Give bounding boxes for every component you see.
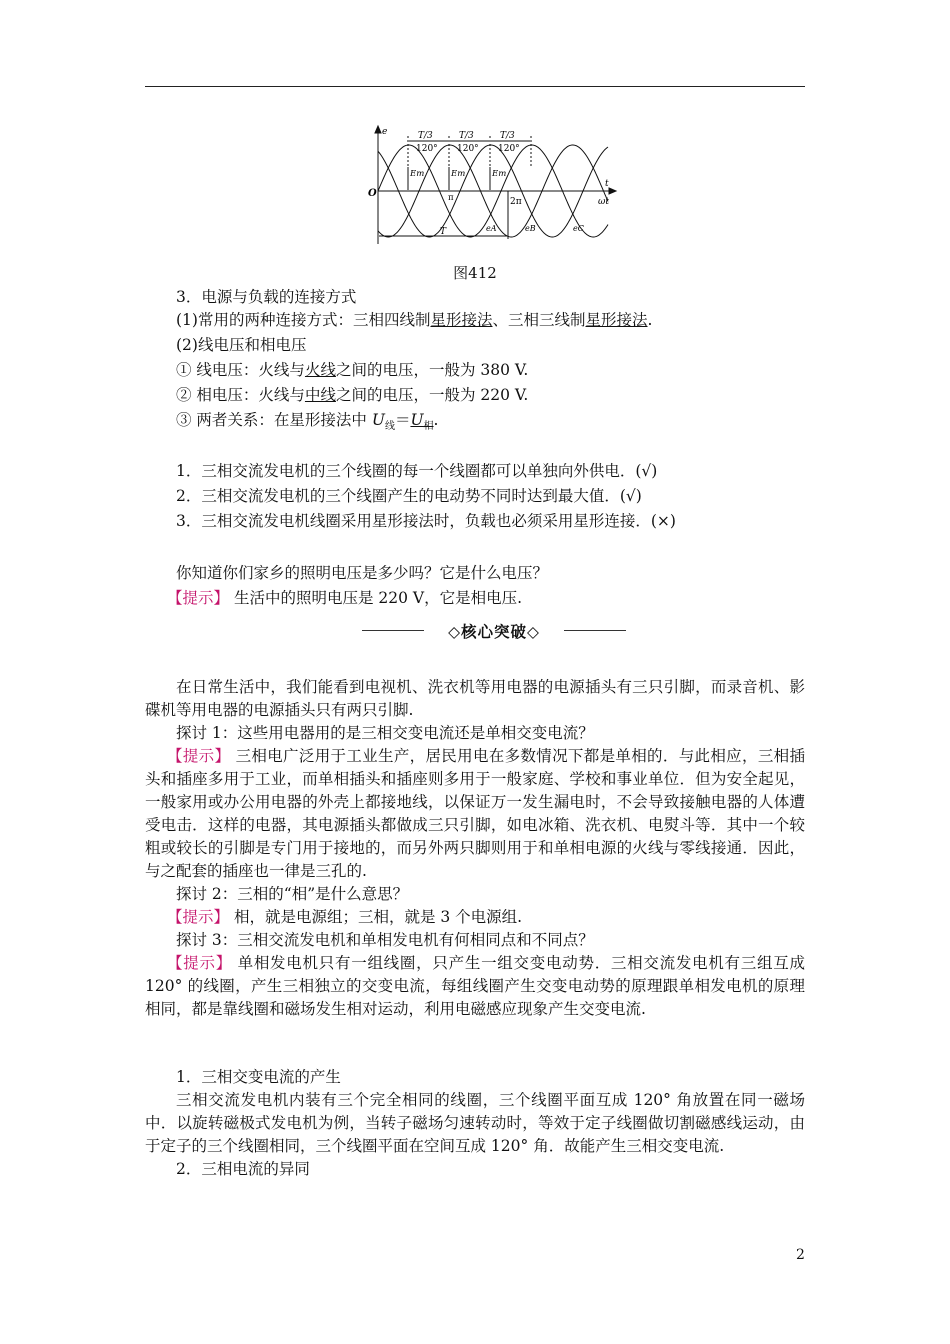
x-arrow <box>609 188 616 194</box>
three-phase-waveform-figure <box>360 124 620 246</box>
judge-item-2: 2．三相交流发电机的三个线圈产生的电动势不同时达到最大值．(√) <box>176 487 642 505</box>
amplitude-label-2: Em <box>451 169 466 179</box>
angle-label-1: 120° <box>416 144 438 154</box>
axis-wt-label: ωt <box>598 197 609 207</box>
amplitude-label-3: Em <box>492 169 507 179</box>
summary-heading-2: 2．三相电流的异同 <box>176 1160 310 1178</box>
origin-label: O <box>368 188 377 199</box>
period-T-label: T <box>440 227 447 237</box>
phase-voltage-item: ② 相电压：火线与中线之间的电压，一般为 220 V. <box>176 386 529 404</box>
question-1: 探讨 1：这些用电器用的是三相交变电流还是单相交变电流？ <box>176 724 594 742</box>
tip-label: 【提示】 <box>167 589 230 607</box>
think-question: 你知道你们家乡的照明电压是多少吗？它是什么电压？ <box>176 564 549 582</box>
voltage-subtitle: (2)线电压和相电压 <box>176 336 307 354</box>
judge-item-3: 3．三相交流发电机线圈采用星形接法时，负载也必须采用星形连接．(×) <box>176 512 676 530</box>
core-breakthrough-banner <box>362 620 626 642</box>
angle-label-2: 120° <box>457 144 479 154</box>
section-title-connection: 3．电源与负载的连接方式 <box>176 288 357 306</box>
underline-answer-3: 火线 <box>304 361 336 379</box>
axis-e-label: e <box>382 127 388 137</box>
amplitude-label-1: Em <box>410 169 425 179</box>
two-pi-label: 2π <box>510 197 522 207</box>
question-3: 探讨 3：三相交流发电机和单相发电机有何相同点和不同点？ <box>176 931 594 949</box>
answer-3: 【提示】 单相发电机只有一组线圈，只产生一组交变电动势．三相交流发电机有三组互成 120° 的线圈，产生三相独立的交变电流，每组线圈产生交变电动势的原理跟单相发电机的原理相同，都是靠线圈和磁场发生相对运动，利用电磁感应现象产生交变电流. <box>145 954 805 1018</box>
axis-t-label: t <box>605 179 609 189</box>
angle-label-3: 120° <box>498 144 520 154</box>
pi-label: π <box>448 193 454 203</box>
question-2: 探讨 2：三相的“相”是什么意思？ <box>176 885 409 903</box>
answer-1: 【提示】 三相电广泛用于工业生产，居民用电在多数情况下都是单相的．与此相应，三相插头和插座多用于工业，而单相插头和插座则多用于一般家庭、学校和事业单位．但为安全起见，一般家用或办公用电器的外壳上都接地线，以保证万一发生漏电时，不会导致接触电器的人体遭受电击．这样的电器，其电源插头都做成三只引脚，如电冰箱、洗衣机、电熨斗等．其中一个较粗或较长的引脚是专门用于接地的，而另外两只脚则用于和单相电源的火线与零线接通．因此，与之配套的插座也一律是三孔的. <box>145 747 805 880</box>
y-arrow <box>375 126 381 133</box>
summary-paragraph-1: 三相交流发电机内装有三个完全相同的线圈，三个线圈平面互成 120° 角放置在同一磁场中．以旋转磁极式发电机为例，当转子磁场匀速转动时，等效于定子线圈做切割磁感线运动，由于定子的三个线圈相同，三个线圈平面在空间互成 120° 角．故能产生三相交变电流. <box>145 1091 805 1155</box>
period-label-3: T/3 <box>500 131 515 141</box>
period-label-1: T/3 <box>418 131 433 141</box>
intro-paragraph: 在日常生活中，我们能看到电视机、洗衣机等用电器的电源插头有三只引脚，而录音机、影碟机等用电器的电源插头只有两只引脚. <box>145 678 805 719</box>
banner-title: ◇核心突破◇ <box>448 623 540 641</box>
figure-caption: 图412 <box>453 264 497 282</box>
summary-section <box>145 1066 805 1181</box>
voltage-relation-item: ③ 两者关系：在星形接法中 $U_线=U_相$. <box>176 411 439 433</box>
page-number: 2 <box>796 1247 805 1263</box>
line-voltage-item: ① 线电压：火线与火线之间的电压，一般为 380 V. <box>176 361 529 379</box>
underline-answer-4: 中线 <box>304 386 336 404</box>
summary-heading-1: 1．三相交变电流的产生 <box>176 1068 341 1086</box>
underline-answer-2: 星形接法 <box>585 311 648 329</box>
eB-label: eB <box>525 224 536 233</box>
judge-item-1: 1．三相交流发电机的三个线圈的每一个线圈都可以单独向外供电．(√) <box>176 462 658 480</box>
eC-label: eC <box>573 224 584 233</box>
connection-methods-line: (1)常用的两种连接方式：三相四线制星形接法、三相三线制星形接法. <box>176 311 653 329</box>
header-rule <box>145 86 805 87</box>
body-section <box>145 676 805 1021</box>
answer-2: 【提示】 相，就是电源组；三相，就是 3 个电源组. <box>167 908 523 926</box>
period-label-2: T/3 <box>459 131 474 141</box>
eA-label: eA <box>486 224 497 233</box>
think-answer: 【提示】 生活中的照明电压是 220 V，它是相电压. <box>167 589 523 607</box>
underline-answer-1: 星形接法 <box>430 311 493 329</box>
